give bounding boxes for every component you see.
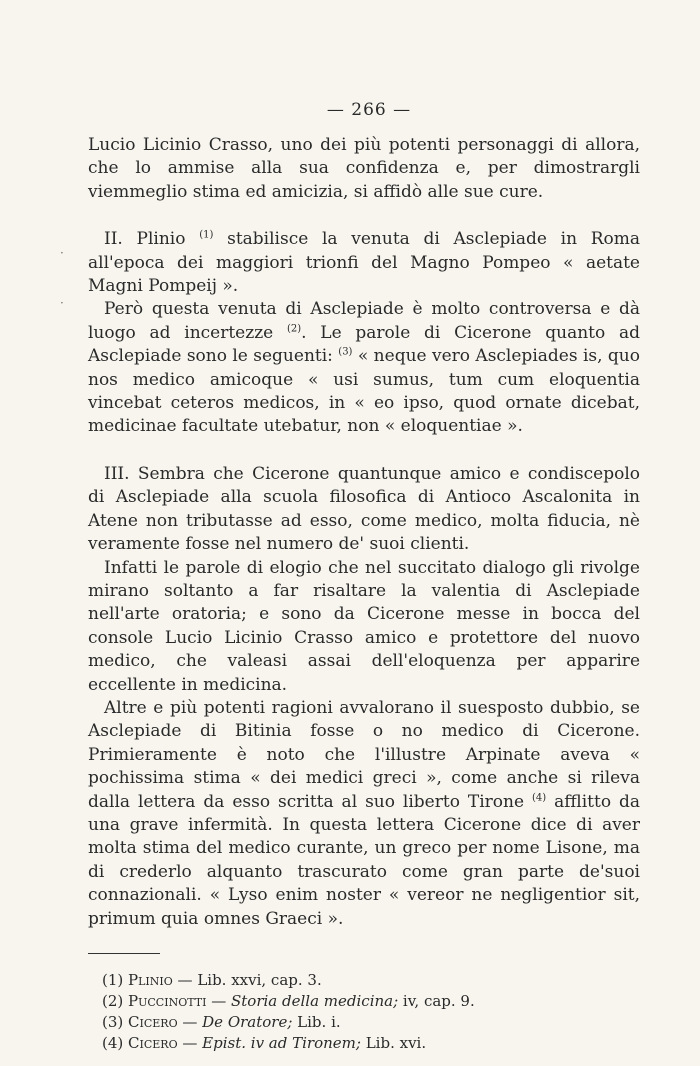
footnotes <box>88 970 640 1054</box>
margin-speck: · <box>60 296 64 310</box>
paragraph-6-lead: Altre e più potenti ragioni avvalorano il suesposto dubbio, se Asclepiade di Bitinia fosse o no medico di Cicerone. Primieramente è noto che l'illustre Arpinate aveva « pochissima stima « dei medici greci », come anche si rileva dalla lettera da esso scritta al suo liberto Tirone <box>88 697 640 812</box>
paragraph-2 <box>88 228 640 298</box>
footnote-divider <box>88 953 160 954</box>
note-ref-1: (1) <box>199 229 214 241</box>
paragraph-1-text: Lucio Licinio Crasso, uno dei più potenti personaggi di allora, che lo ammise alla sua confidenza e, per dimostrargli viemmeglio stima ed amicizia, si affidò alle sue cure. <box>88 135 640 202</box>
paragraph-3-mid: . Le parole di Cicerone quanto ad Asclepiade sono le seguenti: <box>88 322 640 367</box>
paragraph-4-text: III. Sembra che Cicerone quantunque amico e condiscepolo di Asclepiade alla scuola filosofica di Antioco Ascalonita in Atene non tributasse ad esso, come medico, molta fiducia, nè veramente fosse nel numero de' suoi clienti. <box>88 463 640 555</box>
footnote-1: (1) Plinio — Lib. xxvi, cap. 3. <box>102 971 322 989</box>
paragraph-3 <box>88 298 640 438</box>
page-number: — 266 — <box>326 100 412 120</box>
paragraph-6 <box>88 697 640 931</box>
footnote-3: (3) Cicero — De Oratore; Lib. i. <box>102 1013 341 1031</box>
note-ref-4: (4) <box>531 791 547 803</box>
paragraph-4 <box>88 463 640 557</box>
page-body <box>88 100 640 1054</box>
paragraph-2-lead: II. Plinio <box>104 229 186 250</box>
paragraph-3-lead: Però questa venuta di Asclepiade è molto controversa e dà luogo ad incertezze <box>88 299 640 343</box>
footnote-2: (2) Puccinotti — Storia della medicina; iv, cap. 9. <box>102 992 475 1010</box>
paragraph-2-text: stabilisce la venuta di Asclepiade in Roma all'epoca dei maggiori trionfi del Magno Pompeo « aetate Magni Pompeij ». <box>88 229 641 297</box>
margin-speck: · <box>60 246 64 260</box>
paragraph-3-quote: « neque vero Asclepiades is, quo nos medico amicoque « usi sumus, tum cum eloquentia vincebat ceteros medicos, in « eo ipso, quod ornate dicebat, medicinae facultate utebatur, non « eloquentiae ». <box>88 346 640 437</box>
paragraph-5 <box>88 557 640 697</box>
paragraph-6-text: afflitto da una grave infermità. In questa lettera Cicerone dice di aver molta stima del medico curante, un greco per nome Lisone, ma di crederlo alquanto trascurato come gran parte de'suoi connazionali. « Lyso enim noster « vereor ne negligentior sit, primum quia omnes Graeci ». <box>88 791 641 929</box>
footnote-4: (4) Cicero — Epist. iv ad Tironem; Lib. xvi. <box>102 1034 427 1052</box>
note-ref-3: (3) <box>338 346 353 358</box>
note-ref-2: (2) <box>286 323 302 335</box>
paragraph-5-text: Infatti le parole di elogio che nel succitato dialogo gli rivolge mirano soltanto a far risaltare la valentia di Asclepiade nell'arte oratoria; e sono da Cicerone messe in bocca del console Lucio Licinio Crasso amico e protettore del nuovo medico, che valeasi assai dell'eloquenza per apparire eccellente in medicina. <box>88 557 640 695</box>
paragraph-1 <box>88 134 640 204</box>
